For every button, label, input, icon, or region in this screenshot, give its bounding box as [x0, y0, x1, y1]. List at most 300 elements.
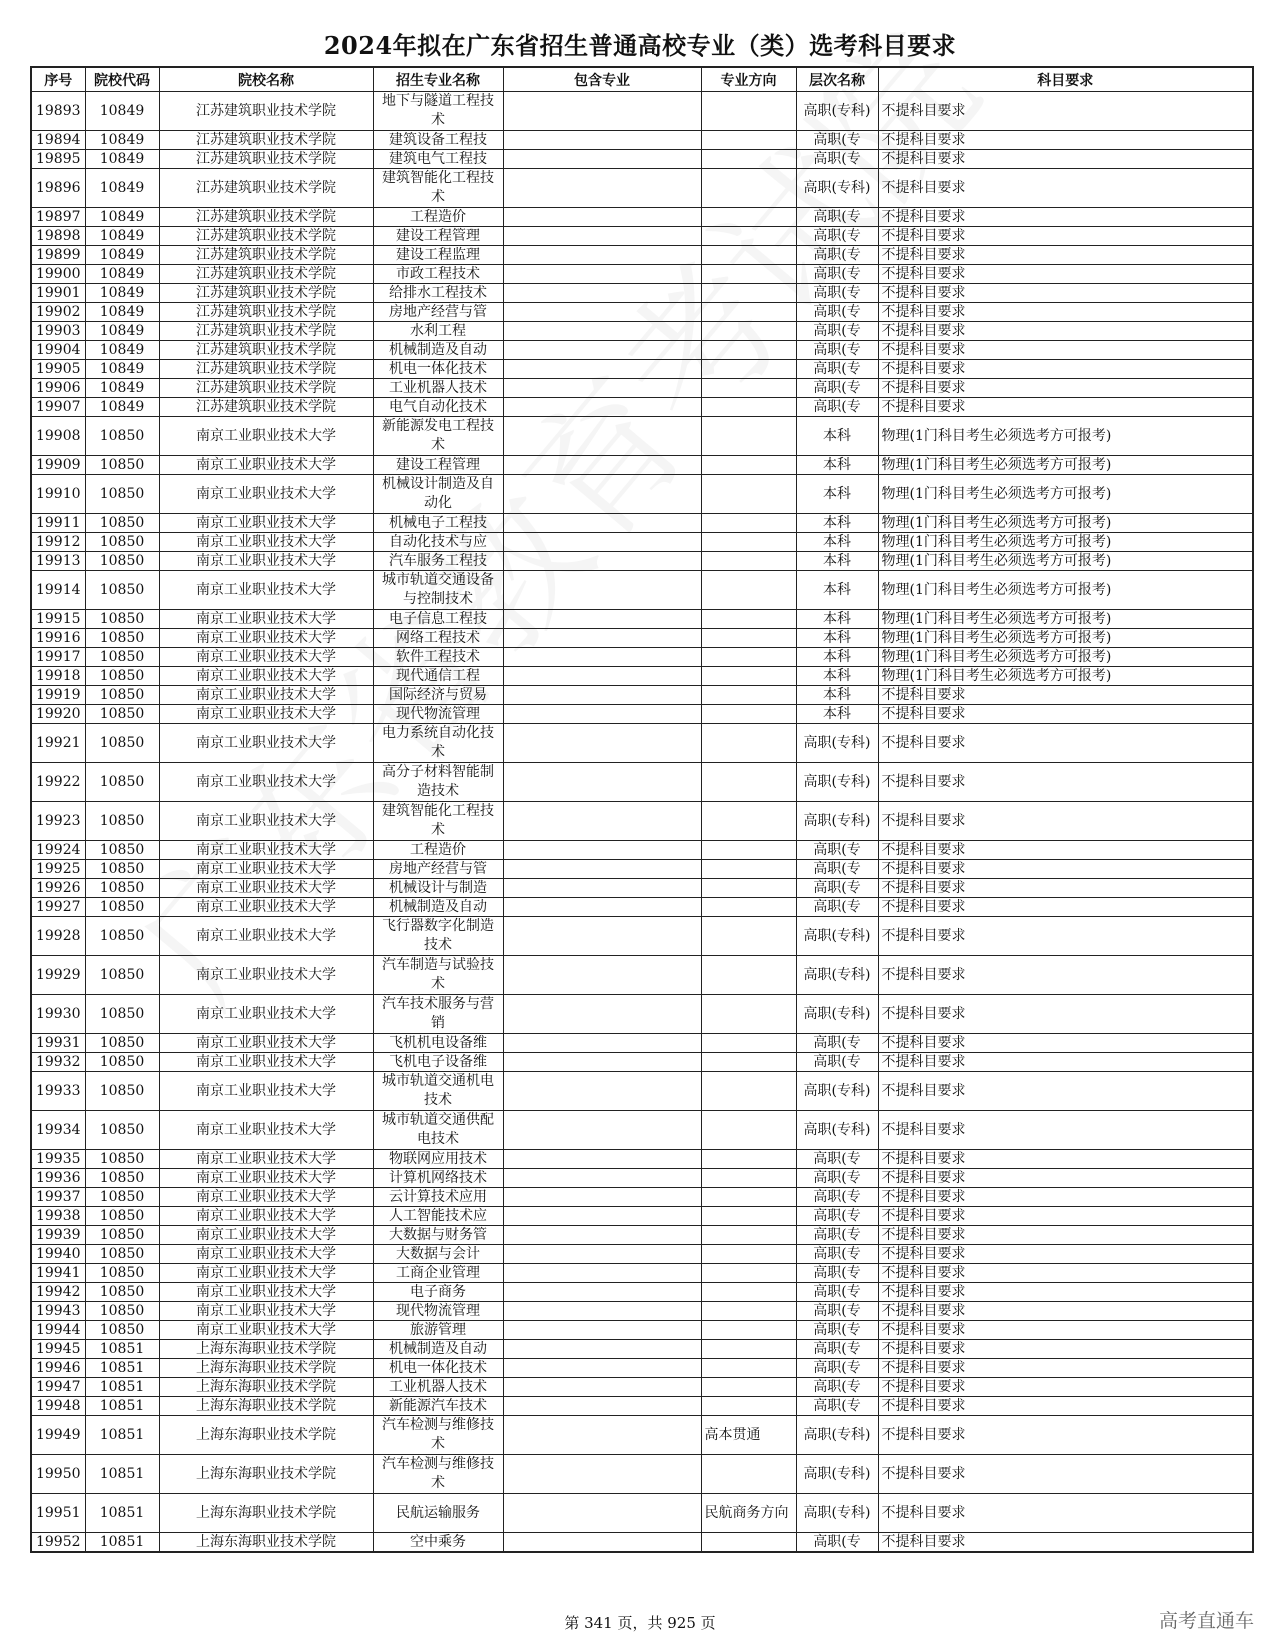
cell-direction	[701, 571, 796, 610]
table-row	[31, 1264, 1253, 1283]
cell-school-name: 南京工业职业技术大学	[159, 648, 373, 667]
cell-subject-requirement: 物理(1门科目考生必须选考方可报考)	[878, 571, 1253, 610]
table-row	[31, 533, 1253, 552]
cell-major-name: 水利工程	[373, 322, 503, 341]
cell-major-name: 城市轨道交通机电技术	[373, 1072, 503, 1111]
cell-level: 高职(专	[796, 1245, 878, 1264]
table-row	[31, 860, 1253, 879]
cell-serial: 19937	[31, 1188, 85, 1207]
cell-serial: 19909	[31, 456, 85, 475]
cell-school-code: 10850	[85, 860, 159, 879]
table-row	[31, 398, 1253, 417]
table-row	[31, 552, 1253, 571]
cell-direction	[701, 686, 796, 705]
cell-level: 高职(专	[796, 398, 878, 417]
cell-major-name: 城市轨道交通供配电技术	[373, 1111, 503, 1150]
cell-major-name: 云计算技术应用	[373, 1188, 503, 1207]
cell-school-name: 南京工业职业技术大学	[159, 917, 373, 956]
cell-direction	[701, 246, 796, 265]
cell-serial: 19933	[31, 1072, 85, 1111]
cell-included-majors	[503, 341, 701, 360]
cell-school-code: 10850	[85, 1111, 159, 1150]
cell-subject-requirement: 不提科目要求	[878, 1072, 1253, 1111]
cell-subject-requirement: 不提科目要求	[878, 995, 1253, 1034]
cell-direction	[701, 1053, 796, 1072]
cell-subject-requirement: 不提科目要求	[878, 686, 1253, 705]
cell-school-code: 10850	[85, 995, 159, 1034]
cell-major-name: 自动化技术与应	[373, 533, 503, 552]
cell-subject-requirement: 不提科目要求	[878, 131, 1253, 150]
col-header: 院校代码	[85, 67, 159, 92]
table-row	[31, 571, 1253, 610]
cell-subject-requirement: 不提科目要求	[878, 341, 1253, 360]
cell-school-name: 南京工业职业技术大学	[159, 724, 373, 763]
cell-major-name: 高分子材料智能制造技术	[373, 763, 503, 802]
cell-subject-requirement: 不提科目要求	[878, 705, 1253, 724]
cell-level: 高职(专	[796, 131, 878, 150]
cell-included-majors	[503, 763, 701, 802]
cell-level: 本科	[796, 610, 878, 629]
cell-included-majors	[503, 1169, 701, 1188]
cell-included-majors	[503, 629, 701, 648]
cell-serial: 19941	[31, 1264, 85, 1283]
cell-subject-requirement: 不提科目要求	[878, 246, 1253, 265]
table-row	[31, 1034, 1253, 1053]
cell-school-name: 南京工业职业技术大学	[159, 1072, 373, 1111]
cell-major-name: 房地产经营与管	[373, 303, 503, 322]
table-row	[31, 1533, 1253, 1553]
cell-included-majors	[503, 667, 701, 686]
cell-subject-requirement: 不提科目要求	[878, 860, 1253, 879]
cell-included-majors	[503, 1455, 701, 1494]
cell-direction	[701, 1397, 796, 1416]
cell-subject-requirement: 物理(1门科目考生必须选考方可报考)	[878, 417, 1253, 456]
cell-level: 高职(专	[796, 841, 878, 860]
cell-school-name: 江苏建筑职业技术学院	[159, 265, 373, 284]
cell-level: 高职(专	[796, 1321, 878, 1340]
cell-direction	[701, 1169, 796, 1188]
table-row	[31, 169, 1253, 208]
cell-direction	[701, 131, 796, 150]
cell-major-name: 机械电子工程技	[373, 514, 503, 533]
cell-included-majors	[503, 1072, 701, 1111]
table-row	[31, 227, 1253, 246]
table-row	[31, 1111, 1253, 1150]
cell-included-majors	[503, 1111, 701, 1150]
cell-school-code: 10849	[85, 322, 159, 341]
cell-school-name: 南京工业职业技术大学	[159, 533, 373, 552]
cell-subject-requirement: 不提科目要求	[878, 917, 1253, 956]
cell-included-majors	[503, 208, 701, 227]
cell-school-name: 南京工业职业技术大学	[159, 1302, 373, 1321]
cell-level: 高职(专	[796, 1302, 878, 1321]
cell-direction	[701, 879, 796, 898]
cell-included-majors	[503, 1053, 701, 1072]
cell-level: 高职(专	[796, 341, 878, 360]
cell-subject-requirement: 不提科目要求	[878, 1416, 1253, 1455]
cell-level: 本科	[796, 417, 878, 456]
cell-level: 高职(专	[796, 1169, 878, 1188]
cell-direction	[701, 724, 796, 763]
cell-subject-requirement: 不提科目要求	[878, 1494, 1253, 1533]
table-row	[31, 150, 1253, 169]
cell-serial: 19910	[31, 475, 85, 514]
cell-included-majors	[503, 802, 701, 841]
cell-major-name: 新能源汽车技术	[373, 1397, 503, 1416]
cell-included-majors	[503, 879, 701, 898]
cell-serial: 19921	[31, 724, 85, 763]
cell-direction	[701, 610, 796, 629]
cell-included-majors	[503, 724, 701, 763]
cell-school-code: 10850	[85, 917, 159, 956]
cell-major-name: 现代物流管理	[373, 1302, 503, 1321]
cell-subject-requirement: 不提科目要求	[878, 1533, 1253, 1553]
cell-subject-requirement: 不提科目要求	[878, 1226, 1253, 1245]
cell-major-name: 机械设计制造及自动化	[373, 475, 503, 514]
cell-school-code: 10849	[85, 131, 159, 150]
cell-included-majors	[503, 417, 701, 456]
cell-major-name: 机械制造及自动	[373, 341, 503, 360]
cell-direction	[701, 227, 796, 246]
cell-school-code: 10850	[85, 1072, 159, 1111]
cell-serial: 19950	[31, 1455, 85, 1494]
cell-school-name: 上海东海职业技术学院	[159, 1533, 373, 1553]
cell-major-name: 汽车检测与维修技术	[373, 1455, 503, 1494]
cell-serial: 19912	[31, 533, 85, 552]
cell-included-majors	[503, 1207, 701, 1226]
cell-serial: 19924	[31, 841, 85, 860]
cell-direction	[701, 917, 796, 956]
table-row	[31, 1226, 1253, 1245]
cell-school-name: 南京工业职业技术大学	[159, 860, 373, 879]
cell-direction	[701, 1207, 796, 1226]
cell-level: 本科	[796, 629, 878, 648]
cell-school-code: 10850	[85, 475, 159, 514]
cell-school-code: 10850	[85, 1283, 159, 1302]
cell-school-name: 南京工业职业技术大学	[159, 763, 373, 802]
cell-included-majors	[503, 246, 701, 265]
table-row	[31, 1169, 1253, 1188]
table-row	[31, 1321, 1253, 1340]
table-row	[31, 360, 1253, 379]
cell-subject-requirement: 不提科目要求	[878, 1359, 1253, 1378]
cell-included-majors	[503, 1533, 701, 1553]
cell-serial: 19936	[31, 1169, 85, 1188]
cell-direction	[701, 1302, 796, 1321]
cell-direction	[701, 169, 796, 208]
cell-included-majors	[503, 1494, 701, 1533]
cell-school-name: 江苏建筑职业技术学院	[159, 303, 373, 322]
cell-subject-requirement: 不提科目要求	[878, 1340, 1253, 1359]
cell-level: 本科	[796, 514, 878, 533]
col-header: 院校名称	[159, 67, 373, 92]
cell-major-name: 飞行器数字化制造技术	[373, 917, 503, 956]
cell-direction	[701, 475, 796, 514]
cell-included-majors	[503, 1340, 701, 1359]
cell-level: 高职(专	[796, 246, 878, 265]
cell-school-name: 南京工业职业技术大学	[159, 475, 373, 514]
table-row	[31, 1245, 1253, 1264]
cell-included-majors	[503, 92, 701, 131]
cell-school-name: 上海东海职业技术学院	[159, 1359, 373, 1378]
cell-major-name: 汽车技术服务与营销	[373, 995, 503, 1034]
cell-major-name: 工业机器人技术	[373, 379, 503, 398]
cell-level: 高职(专	[796, 1378, 878, 1397]
cell-level: 本科	[796, 456, 878, 475]
cell-direction	[701, 898, 796, 917]
cell-school-code: 10851	[85, 1455, 159, 1494]
cell-school-name: 南京工业职业技术大学	[159, 552, 373, 571]
cell-major-name: 建筑智能化工程技术	[373, 169, 503, 208]
cell-major-name: 国际经济与贸易	[373, 686, 503, 705]
table-row	[31, 417, 1253, 456]
cell-major-name: 建设工程监理	[373, 246, 503, 265]
cell-subject-requirement: 不提科目要求	[878, 150, 1253, 169]
cell-level: 高职(专科)	[796, 1111, 878, 1150]
cell-school-code: 10851	[85, 1416, 159, 1455]
cell-included-majors	[503, 265, 701, 284]
cell-level: 高职(专科)	[796, 1072, 878, 1111]
cell-major-name: 大数据与会计	[373, 1245, 503, 1264]
table-row	[31, 92, 1253, 131]
table-row	[31, 1150, 1253, 1169]
table-row	[31, 956, 1253, 995]
cell-subject-requirement: 不提科目要求	[878, 1321, 1253, 1340]
cell-subject-requirement: 不提科目要求	[878, 1169, 1253, 1188]
cell-serial: 19952	[31, 1533, 85, 1553]
cell-included-majors	[503, 303, 701, 322]
cell-subject-requirement: 不提科目要求	[878, 802, 1253, 841]
table-row	[31, 303, 1253, 322]
cell-level: 高职(专	[796, 860, 878, 879]
table-row	[31, 724, 1253, 763]
cell-level: 高职(专	[796, 1533, 878, 1553]
cell-school-name: 江苏建筑职业技术学院	[159, 379, 373, 398]
cell-school-code: 10851	[85, 1397, 159, 1416]
table-row	[31, 879, 1253, 898]
table-row	[31, 1494, 1253, 1533]
cell-level: 本科	[796, 552, 878, 571]
cell-major-name: 给排水工程技术	[373, 284, 503, 303]
cell-level: 高职(专科)	[796, 1455, 878, 1494]
cell-major-name: 机械设计与制造	[373, 879, 503, 898]
cell-serial: 19904	[31, 341, 85, 360]
table-row	[31, 1283, 1253, 1302]
cell-direction	[701, 956, 796, 995]
table-row	[31, 265, 1253, 284]
cell-subject-requirement: 物理(1门科目考生必须选考方可报考)	[878, 667, 1253, 686]
cell-subject-requirement: 不提科目要求	[878, 1207, 1253, 1226]
cell-serial: 19929	[31, 956, 85, 995]
table-row	[31, 1072, 1253, 1111]
cell-school-code: 10850	[85, 1150, 159, 1169]
cell-direction	[701, 1340, 796, 1359]
cell-direction	[701, 341, 796, 360]
cell-major-name: 电子商务	[373, 1283, 503, 1302]
cell-direction	[701, 1034, 796, 1053]
cell-school-name: 南京工业职业技术大学	[159, 1226, 373, 1245]
cell-major-name: 汽车检测与维修技术	[373, 1416, 503, 1455]
table-row	[31, 208, 1253, 227]
cell-school-name: 南京工业职业技术大学	[159, 1321, 373, 1340]
cell-direction	[701, 1321, 796, 1340]
cell-included-majors	[503, 571, 701, 610]
cell-included-majors	[503, 1188, 701, 1207]
cell-direction	[701, 648, 796, 667]
cell-serial: 19942	[31, 1283, 85, 1302]
cell-school-name: 江苏建筑职业技术学院	[159, 322, 373, 341]
table-row	[31, 686, 1253, 705]
cell-serial: 19932	[31, 1053, 85, 1072]
cell-level: 高职(专	[796, 303, 878, 322]
cell-subject-requirement: 物理(1门科目考生必须选考方可报考)	[878, 475, 1253, 514]
cell-serial: 19944	[31, 1321, 85, 1340]
cell-serial: 19940	[31, 1245, 85, 1264]
cell-subject-requirement: 不提科目要求	[878, 1034, 1253, 1053]
cell-serial: 19943	[31, 1302, 85, 1321]
cell-level: 高职(专	[796, 150, 878, 169]
cell-level: 高职(专科)	[796, 1416, 878, 1455]
cell-school-code: 10850	[85, 1264, 159, 1283]
table-row	[31, 802, 1253, 841]
cell-subject-requirement: 不提科目要求	[878, 265, 1253, 284]
cell-school-name: 江苏建筑职业技术学院	[159, 169, 373, 208]
cell-school-code: 10849	[85, 92, 159, 131]
cell-serial: 19931	[31, 1034, 85, 1053]
cell-serial: 19903	[31, 322, 85, 341]
cell-level: 高职(专科)	[796, 917, 878, 956]
cell-school-code: 10850	[85, 629, 159, 648]
table-row	[31, 898, 1253, 917]
cell-serial: 19947	[31, 1378, 85, 1397]
cell-included-majors	[503, 956, 701, 995]
cell-major-name: 建筑设备工程技	[373, 131, 503, 150]
cell-school-name: 南京工业职业技术大学	[159, 1111, 373, 1150]
cell-level: 高职(专科)	[796, 995, 878, 1034]
cell-school-code: 10850	[85, 1207, 159, 1226]
cell-level: 高职(专	[796, 284, 878, 303]
cell-serial: 19913	[31, 552, 85, 571]
cell-serial: 19906	[31, 379, 85, 398]
cell-school-name: 江苏建筑职业技术学院	[159, 398, 373, 417]
cell-subject-requirement: 不提科目要求	[878, 322, 1253, 341]
cell-school-code: 10849	[85, 265, 159, 284]
cell-serial: 19927	[31, 898, 85, 917]
table-row	[31, 1053, 1253, 1072]
page-title: 2024年拟在广东省招生普通高校专业（类）选考科目要求	[323, 31, 957, 60]
cell-serial: 19939	[31, 1226, 85, 1245]
cell-level: 高职(专	[796, 1053, 878, 1072]
table-row	[31, 1207, 1253, 1226]
cell-direction	[701, 1359, 796, 1378]
table-row	[31, 667, 1253, 686]
table-row	[31, 341, 1253, 360]
table-row	[31, 322, 1253, 341]
cell-serial: 19900	[31, 265, 85, 284]
cell-school-code: 10850	[85, 1321, 159, 1340]
cell-school-name: 江苏建筑职业技术学院	[159, 284, 373, 303]
cell-direction	[701, 284, 796, 303]
cell-level: 高职(专	[796, 1359, 878, 1378]
cell-school-code: 10850	[85, 571, 159, 610]
table-row	[31, 1397, 1253, 1416]
table-row	[31, 1340, 1253, 1359]
cell-included-majors	[503, 1397, 701, 1416]
cell-major-name: 建设工程管理	[373, 227, 503, 246]
cell-school-code: 10850	[85, 514, 159, 533]
cell-subject-requirement: 不提科目要求	[878, 898, 1253, 917]
cell-serial: 19926	[31, 879, 85, 898]
cell-school-name: 南京工业职业技术大学	[159, 705, 373, 724]
cell-included-majors	[503, 898, 701, 917]
cell-level: 本科	[796, 667, 878, 686]
cell-serial: 19911	[31, 514, 85, 533]
cell-direction	[701, 705, 796, 724]
cell-school-name: 南京工业职业技术大学	[159, 1245, 373, 1264]
cell-serial: 19925	[31, 860, 85, 879]
cell-included-majors	[503, 1321, 701, 1340]
cell-included-majors	[503, 1416, 701, 1455]
requirements-table	[30, 66, 1254, 1553]
cell-direction	[701, 1283, 796, 1302]
cell-level: 高职(专	[796, 1283, 878, 1302]
cell-serial: 19901	[31, 284, 85, 303]
cell-subject-requirement: 物理(1门科目考生必须选考方可报考)	[878, 456, 1253, 475]
cell-subject-requirement: 不提科目要求	[878, 841, 1253, 860]
cell-subject-requirement: 不提科目要求	[878, 1302, 1253, 1321]
cell-serial: 19945	[31, 1340, 85, 1359]
cell-serial: 19934	[31, 1111, 85, 1150]
cell-major-name: 网络工程技术	[373, 629, 503, 648]
cell-school-name: 南京工业职业技术大学	[159, 1264, 373, 1283]
cell-direction	[701, 552, 796, 571]
cell-school-code: 10850	[85, 724, 159, 763]
table-row	[31, 705, 1253, 724]
cell-major-name: 建筑智能化工程技术	[373, 802, 503, 841]
cell-serial: 19920	[31, 705, 85, 724]
cell-subject-requirement: 不提科目要求	[878, 208, 1253, 227]
cell-school-code: 10850	[85, 802, 159, 841]
cell-included-majors	[503, 533, 701, 552]
cell-direction	[701, 802, 796, 841]
cell-school-code: 10850	[85, 841, 159, 860]
table-row	[31, 763, 1253, 802]
cell-school-code: 10851	[85, 1494, 159, 1533]
cell-included-majors	[503, 610, 701, 629]
cell-major-name: 地下与隧道工程技术	[373, 92, 503, 131]
cell-school-name: 南京工业职业技术大学	[159, 1034, 373, 1053]
cell-level: 高职(专	[796, 1034, 878, 1053]
cell-serial: 19935	[31, 1150, 85, 1169]
cell-direction	[701, 1533, 796, 1553]
cell-school-code: 10849	[85, 169, 159, 208]
cell-school-name: 江苏建筑职业技术学院	[159, 208, 373, 227]
cell-included-majors	[503, 552, 701, 571]
cell-level: 高职(专科)	[796, 92, 878, 131]
requirements-table-wrapper	[30, 66, 1252, 1553]
cell-subject-requirement: 不提科目要求	[878, 169, 1253, 208]
cell-included-majors	[503, 1378, 701, 1397]
cell-school-code: 10849	[85, 284, 159, 303]
cell-school-name: 南京工业职业技术大学	[159, 514, 373, 533]
cell-serial: 19899	[31, 246, 85, 265]
cell-included-majors	[503, 1283, 701, 1302]
cell-subject-requirement: 不提科目要求	[878, 284, 1253, 303]
cell-school-code: 10851	[85, 1359, 159, 1378]
cell-major-name: 机电一体化技术	[373, 1359, 503, 1378]
table-row	[31, 1416, 1253, 1455]
cell-school-code: 10850	[85, 1053, 159, 1072]
